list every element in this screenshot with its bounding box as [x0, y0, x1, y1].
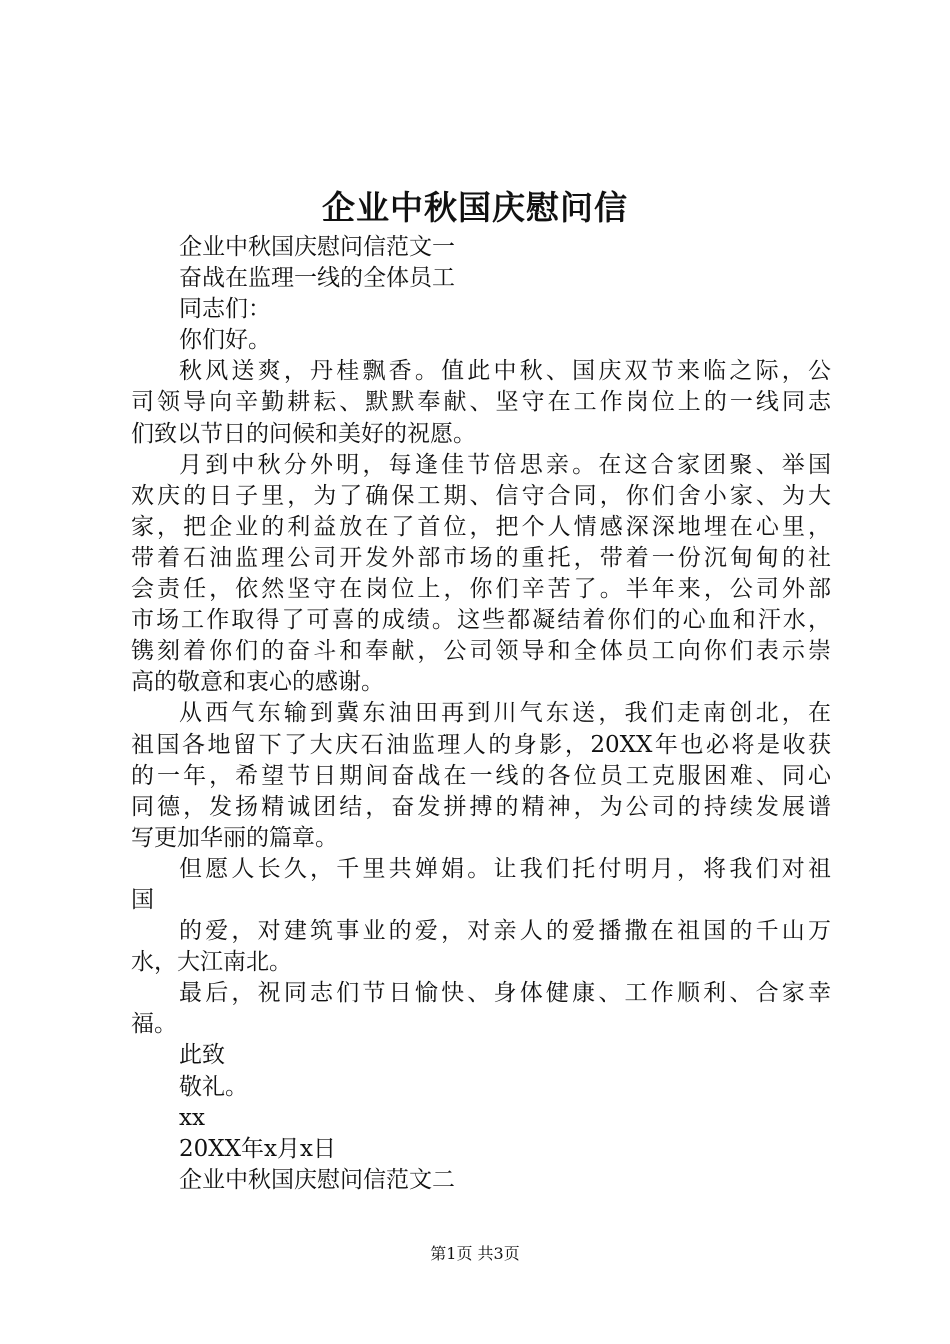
body-line: 你们好。 — [179, 327, 271, 354]
body-line: 企业中秋国庆慰问信范文一 — [179, 234, 455, 260]
body-line: 但愿人长久，千里共婵娟。让我们托付明月，将我们对祖 — [179, 855, 831, 882]
body-line: 月到中秋分外明，每逢佳节倍思亲。在这合家团聚、举国 — [179, 451, 831, 478]
body-line: 福。 — [131, 1011, 177, 1038]
body-line: 国 — [131, 886, 154, 913]
body-line: 写更加华丽的篇章。 — [131, 824, 338, 851]
body-line: 祖国各地留下了大庆石油监理人的身影，20XX年也必将是收获 — [131, 731, 831, 758]
body-line: 秋风送爽，丹桂飘香。值此中秋、国庆双节来临之际，公 — [179, 358, 831, 385]
body-line: 镌刻着你们的奋斗和奉献，公司领导和全体员工向你们表示崇 — [131, 638, 831, 665]
body-line: 此致 — [179, 1042, 225, 1069]
body-line: 奋战在监理一线的全体员工 — [179, 265, 455, 292]
body-line: 们致以节日的问候和美好的祝愿。 — [131, 420, 476, 447]
body-line: 欢庆的日子里，为了确保工期、信守合同，你们舍小家、为大 — [131, 482, 831, 509]
body-line: 家，把企业的利益放在了首位，把个人情感深深地埋在心里， — [131, 513, 831, 540]
body-line: 司领导向辛勤耕耘、默默奉献、坚守在工作岗位上的一线同志 — [131, 389, 831, 416]
body-line: 高的敬意和衷心的感谢。 — [131, 669, 384, 696]
body-line: 最后，祝同志们节日愉快、身体健康、工作顺利、合家幸 — [179, 980, 831, 1007]
body-line: 20XX年x月x日 — [179, 1135, 336, 1162]
page-footer: 第1页 共3页 — [430, 1244, 520, 1263]
body-line: xx — [179, 1104, 205, 1131]
body-line: 从西气东输到冀东油田再到川气东送，我们走南创北，在 — [179, 700, 831, 727]
document-body — [131, 232, 831, 1196]
body-line: 的爱，对建筑事业的爱，对亲人的爱播撒在祖国的千山万 — [179, 918, 831, 945]
document-title: 企业中秋国庆慰问信 — [322, 188, 628, 227]
body-line: 水，大江南北。 — [131, 949, 292, 976]
body-line: 敬礼。 — [179, 1073, 248, 1100]
body-line: 同德，发扬精诚团结，奋发拼搏的精神，为公司的持续发展谱 — [131, 793, 831, 820]
body-line: 带着石油监理公司开发外部市场的重托，带着一份沉甸甸的社 — [131, 544, 831, 571]
body-line: 同志们： — [179, 296, 271, 323]
body-line: 会责任，依然坚守在岗位上，你们辛苦了。半年来，公司外部 — [131, 576, 831, 603]
body-line: 企业中秋国庆慰问信范文二 — [179, 1166, 455, 1193]
body-line: 市场工作取得了可喜的成绩。这些都凝结着你们的心血和汗水， — [131, 607, 831, 634]
body-line: 的一年，希望节日期间奋战在一线的各位员工克服困难、同心 — [131, 762, 831, 789]
